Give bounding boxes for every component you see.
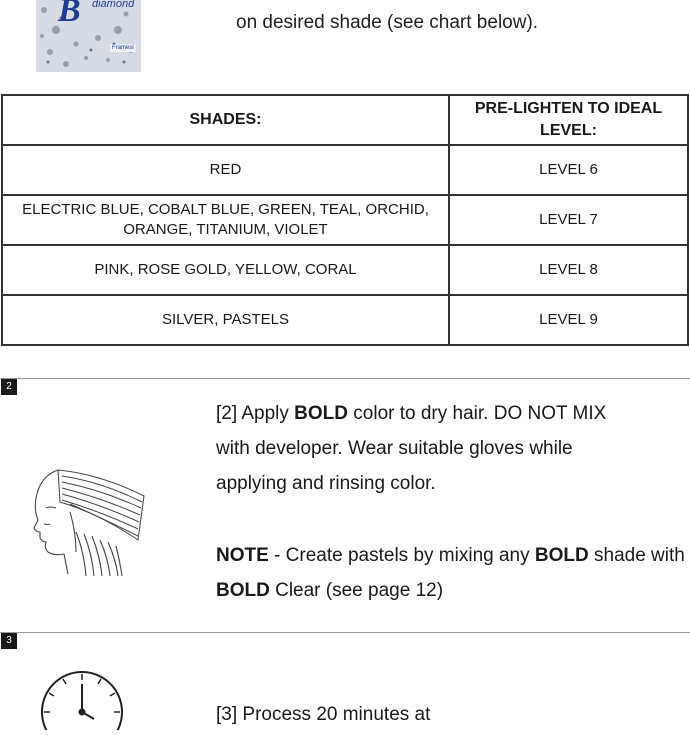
table-row [2, 195, 688, 245]
bold-brand-text: BOLD [534, 545, 589, 566]
clock-icon [40, 670, 126, 735]
shades-cell: PINK, ROSE GOLD, YELLOW, CORAL [2, 245, 449, 295]
step-number-badge: 3 [1, 633, 17, 649]
table-row [2, 145, 688, 195]
hair-application-illustration [30, 462, 148, 583]
product-logo-text: Framesi [112, 45, 134, 51]
step2-line1-post: color to dry hair. DO NOT MIX [348, 403, 607, 424]
table-row [2, 245, 688, 295]
step-number-badge: 2 [1, 379, 17, 395]
header-level: PRE-LIGHTEN TO IDEAL LEVEL: [449, 95, 688, 145]
note-post: shade with [588, 545, 685, 566]
step2-line2: with developer. Wear suitable gloves while [216, 438, 573, 459]
product-brand-letter: B [58, 0, 81, 29]
section-divider [0, 378, 690, 379]
shades-table [1, 94, 689, 346]
intro-text: on desired shade (see chart below). [236, 12, 539, 33]
bold-brand-text: BOLD [294, 403, 348, 424]
step3-instructions: [3] Process 20 minutes at [216, 704, 431, 725]
product-package-graphic [36, 0, 141, 72]
product-brand-word: diamond [92, 0, 135, 10]
step2-line3: applying and rinsing color. [216, 473, 436, 494]
section-divider [0, 632, 690, 633]
product-package-image [36, 0, 141, 72]
step2-instructions [216, 396, 685, 608]
level-cell: LEVEL 7 [449, 195, 688, 245]
step2-note-line1 [216, 538, 685, 573]
table-header-row [2, 95, 688, 145]
bold-brand-text: BOLD [216, 580, 270, 601]
table-row [2, 295, 688, 345]
level-cell: LEVEL 8 [449, 245, 688, 295]
level-cell: LEVEL 6 [449, 145, 688, 195]
step2-line1-pre: [2] Apply [216, 403, 295, 424]
header-shades: SHADES: [2, 95, 449, 145]
shades-cell: RED [2, 145, 449, 195]
shades-cell: SILVER, PASTELS [2, 295, 449, 345]
level-cell: LEVEL 9 [449, 295, 688, 345]
shades-cell: ELECTRIC BLUE, COBALT BLUE, GREEN, TEAL, ORCHID, ORANGE, TITANIUM, VIOLET [2, 195, 449, 245]
note2-post: Clear (see page 12) [269, 580, 444, 601]
note-pre: - Create pastels by mixing any [268, 545, 535, 566]
step2-note-line2 [216, 573, 685, 608]
note-label: NOTE [216, 545, 269, 566]
step2-line1 [216, 396, 685, 431]
